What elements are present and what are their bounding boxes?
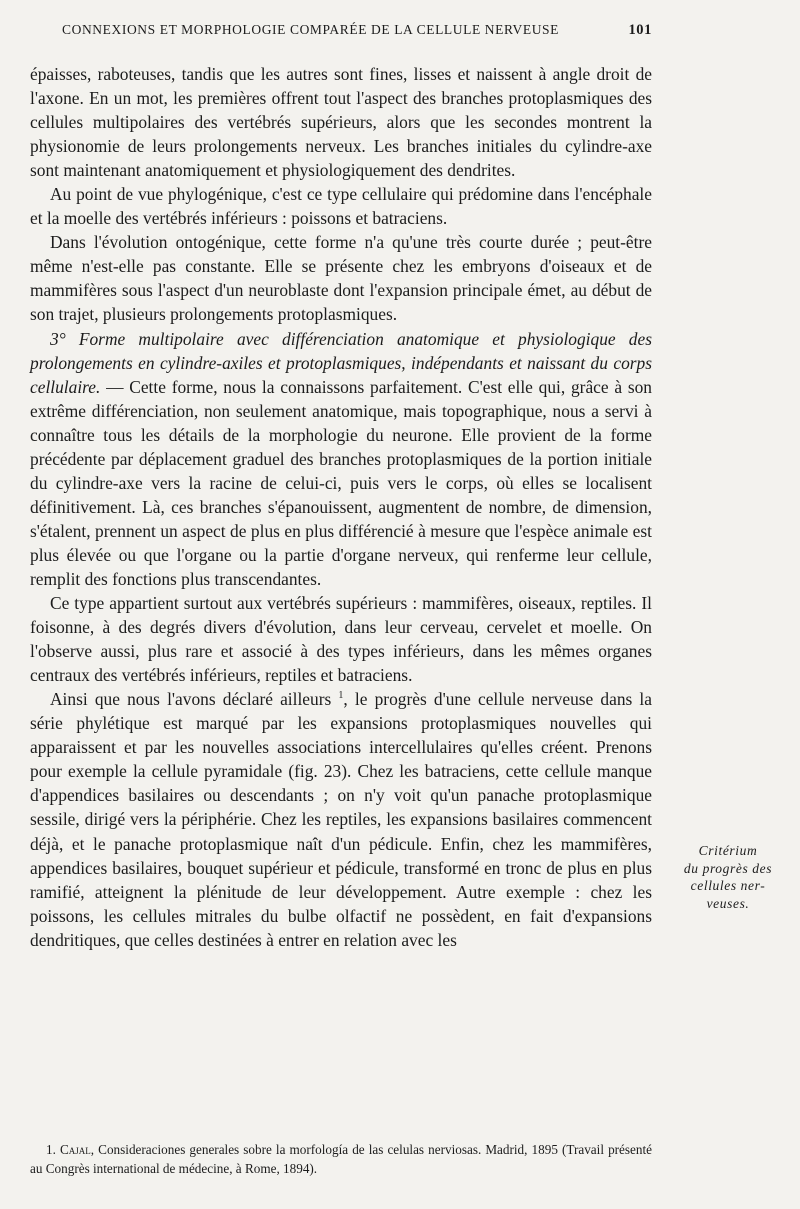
margin-note-line: veuses. xyxy=(706,895,750,911)
paragraph-progress xyxy=(30,687,652,952)
margin-note-line: du progrès des xyxy=(683,860,773,876)
paragraph-phylogeny: Au point de vue phylogénique, c'est ce type cellulaire qui prédomine dans l'encéphale et la moelle des vertébrés inférieurs : poissons et batraciens. xyxy=(30,184,652,229)
paragraph-multipolar-form xyxy=(30,327,652,592)
footnote xyxy=(30,1140,652,1178)
section-heading-italic: 3° Forme multipolaire avec différenciation anatomique et physiologique des prolongements en cylindre-axiles et protoplasmiques, indépendants et naissant du corps cellulaire. xyxy=(30,328,652,397)
footnote-text: , Consideraciones generales sobre la morfología de las celulas nerviosas. Madrid, 1895 (Travail présenté au Congrès international de médecine, à Rome, 1894). xyxy=(30,1142,653,1176)
footnote-reference: 1 xyxy=(338,690,344,702)
margin-note xyxy=(672,842,784,912)
body-text xyxy=(30,62,652,952)
paragraph-multipolar-body: — Cette forme, nous la connaissons parfaitement. C'est elle qui, grâce à son extrême différenciation, non seulement anatomique, mais topographique, nous a servi à connaître tous les détails de la morphologie du neurone. Elle provient de la forme précédente par déplacement graduel des branches protoplasmiques de la portion initiale du cylindre-axe vers la racine de celui-ci, puis vers le corps, où elles se localisent définitivement. Là, ces branches s'épanouissent, augmentent de nombre, de dimension, s'étalent, prennent un aspect de plus en plus différencié à mesure que l'espèce animale est plus élevée ou que l'organe ou la partie d'organe nerveux, qui renferme leur cellule, remplit des fonctions plus transcendantes. xyxy=(30,376,652,589)
footnote-number: 1. xyxy=(46,1142,56,1157)
paragraph-ontogeny: Dans l'évolution ontogénique, cette forme n'a qu'une très courte durée ; peut-être même n'est-elle pas constante. Elle se présente chez les embryons d'oiseaux et de mammifères sous l'aspect d'un neuroblaste dont l'expansion principale émet, au début de son trajet, plusieurs prolongements protoplasmiques. xyxy=(30,232,652,325)
page-number: 101 xyxy=(628,22,652,38)
paragraph-continuation: épaisses, raboteuses, tandis que les autres sont fines, lisses et naissent à angle droit de l'axone. En un mot, les premières offrent tout l'aspect des branches protoplasmiques des cellules multipolaires des vertébrés supérieurs, alors que les secondes montrent la physionomie de leurs prolongements nerveux. Les branches initiales du cylindre-axe sont maintenant anatomiquement et physiologiquement des dendrites. xyxy=(30,64,652,181)
margin-note-line: Critérium xyxy=(698,843,758,858)
running-header-title: CONNEXIONS ET MORPHOLOGIE COMPARÉE DE LA CELLULE NERVEUSE xyxy=(62,22,559,37)
paragraph-progress-intro: Ainsi que nous l'avons déclaré ailleurs xyxy=(50,689,339,710)
paragraph-progress-body: , le progrès d'une cellule nerveuse dans la série phylétique est marqué par les expansions protoplasmiques nouvelles qui apparaissent et par les nouvelles associations intercellulaires qu'elles créent. Prenons pour exemple la cellule pyramidale (fig. 23). Chez les batraciens, cette cellule manque d'appendices basilaires ou descendants ; on n'y voit qu'un panache protoplasmique sessile, dirigé vers la périphérie. Chez les reptiles, les expansions basilaires commencent déjà, et le panache protoplasmique naît d'un pédicule. Enfin, chez les mammifères, appendices basilaires, bouquet supérieur et pédicule, transformé en tronc de plus en plus ramifié, atteignent la plénitude de leur développement. Autre exemple : chez les poissons, les cellules mitrales du bulbe olfactif ne possèdent, en fait d'expansions dendritiques, que celles destinées à entrer en relation avec les xyxy=(30,689,652,950)
footnote-author: Cajal xyxy=(59,1142,91,1157)
margin-note-line: cellules ner- xyxy=(690,878,766,893)
paragraph-superior-vertebrates: Ce type appartient surtout aux vertébrés supérieurs : mammifères, oiseaux, reptiles. Il foisonne, à des degrés divers d'évolution, dans leur cerveau, cervelet et moelle. On l'observe aussi, plus rare et associé à des types inférieurs, dans les mêmes organes centraux des vertébrés inférieurs, reptiles et batraciens. xyxy=(30,593,652,686)
